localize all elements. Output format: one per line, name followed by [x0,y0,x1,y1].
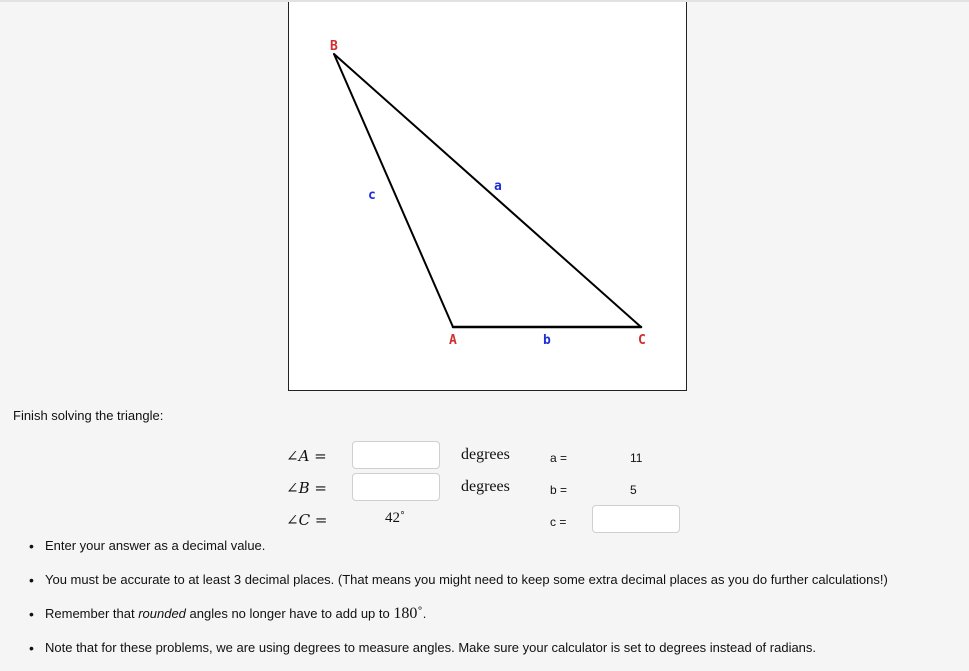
side-b-label: b = [550,483,568,497]
note-rounded-post: angles no longer have to add up to [185,606,394,621]
instruction-text: Finish solving the triangle: [13,408,164,423]
note-decimal-text: Enter your answer as a decimal value. [45,538,266,553]
triangle-figure [288,2,687,391]
triangle-diagram [289,2,686,390]
note-accuracy [14,569,964,603]
side-c-input[interactable] [592,505,680,533]
angle-b-unit: degrees [461,478,510,495]
angle-c-label: ∠C = [286,511,328,529]
side-c-label: c = [550,515,567,529]
angle-b-input[interactable] [352,473,440,501]
vertex-label-c: C [638,333,646,348]
side-a-line [334,54,641,327]
side-a-value: 11 [630,451,643,465]
side-label-a: a [494,179,502,194]
angle-a-label: ∠A = [286,447,327,465]
side-c-line [334,54,453,327]
note-rounded-pre: Remember that [45,606,139,621]
side-label-b: b [543,333,551,348]
angle-a-input[interactable] [352,441,440,469]
side-label-c: c [368,188,376,203]
side-a-label: a = [550,451,568,465]
side-b-value: 5 [630,483,637,497]
note-decimal [14,535,964,569]
vertex-label-a: A [449,333,457,348]
angle-c-value: 42˚ [385,510,405,526]
note-rounded-end: . [422,606,427,621]
angle-b-label: ∠B = [286,479,327,497]
vertex-label-b: B [330,39,338,54]
note-rounded-emphasis: rounded [138,606,186,621]
note-rounded [14,603,964,637]
angle-a-unit: degrees [461,446,510,463]
note-rounded-math: 180˚ [393,605,423,622]
note-accuracy-text: You must be accurate to at least 3 decimal places. (That means you might need to keep some extra decimal places as you do further calculations!) [45,572,888,587]
instructions-list [14,535,964,671]
note-degrees-text: Note that for these problems, we are using degrees to measure angles. Make sure your calculator is set to degrees instead of radians. [45,640,817,655]
